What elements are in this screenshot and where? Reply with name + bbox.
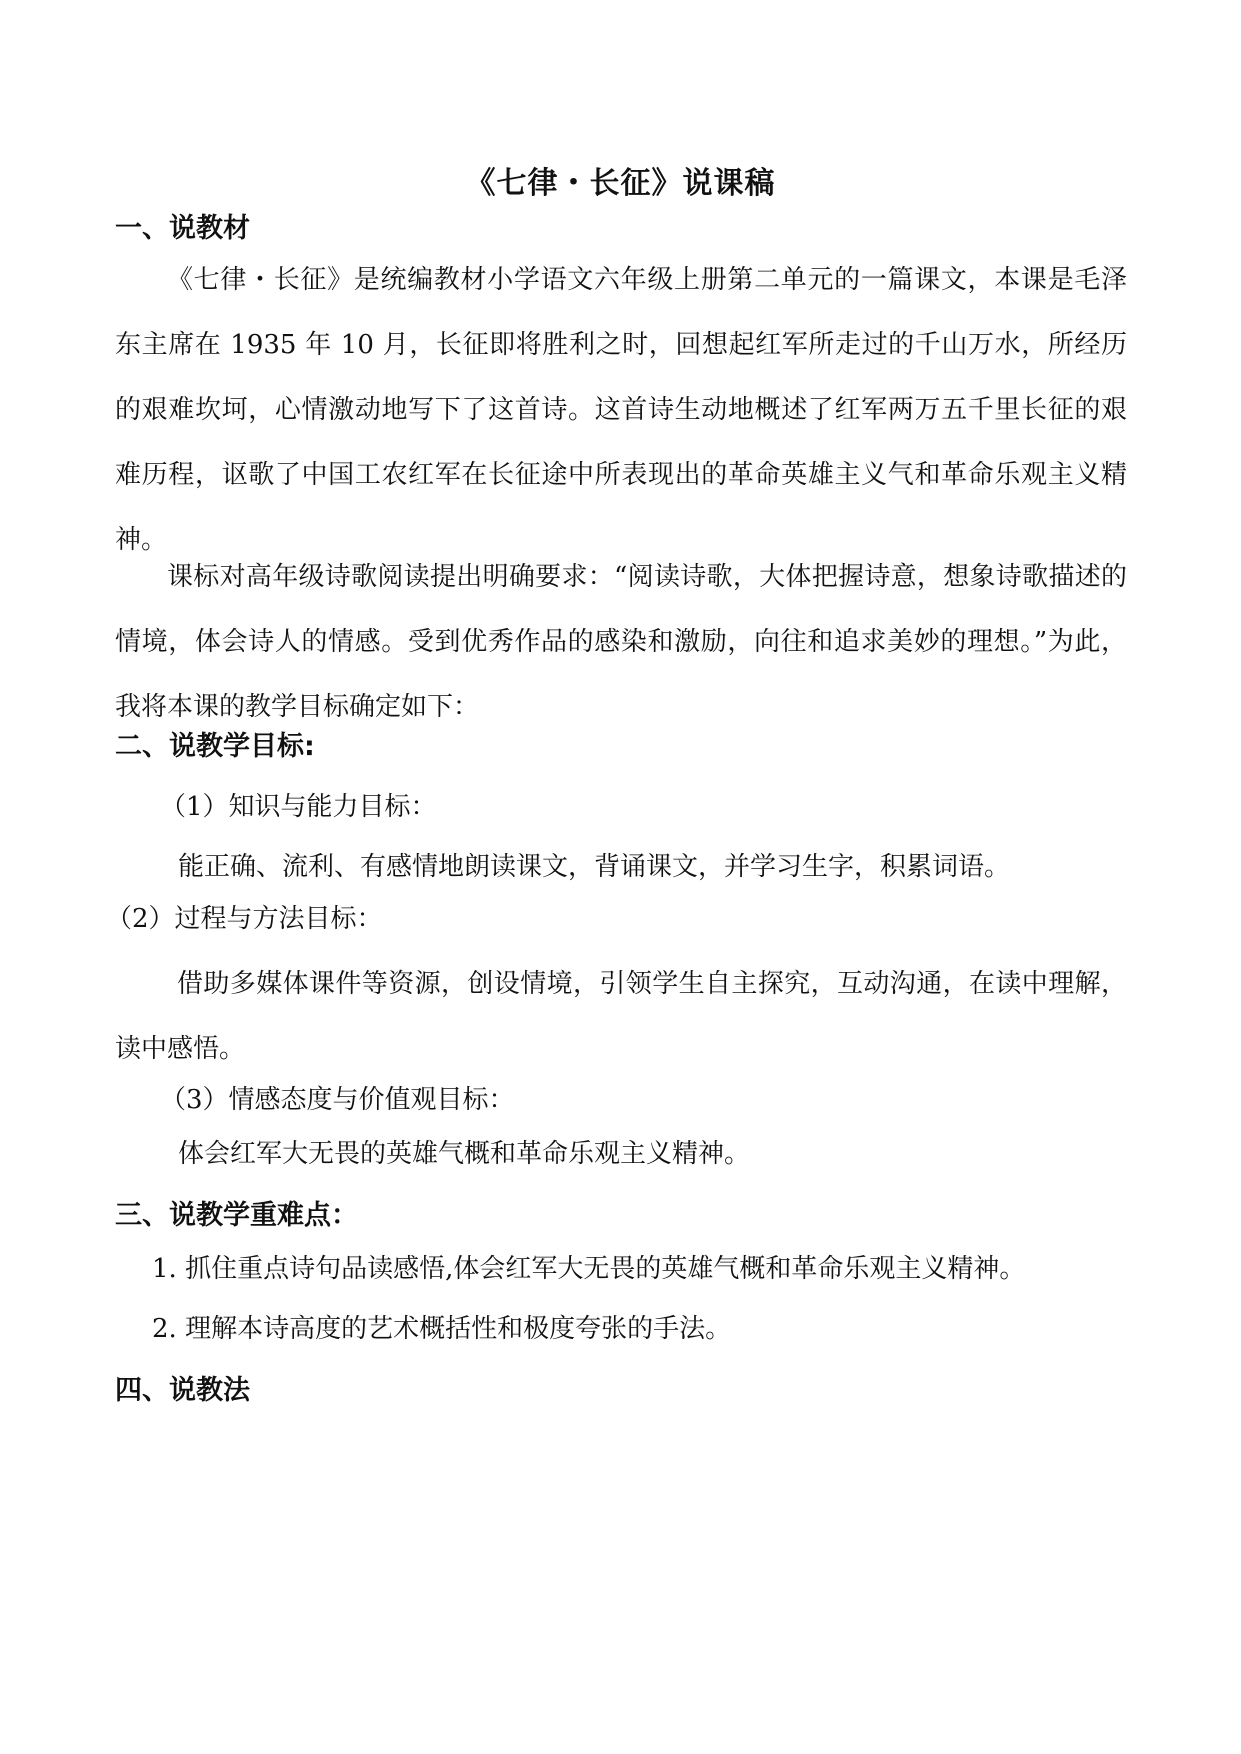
- goal-process-text: 借助多媒体课件等资源，创设情境，引领学生自主探究，互动沟通，在读中理解，读中感悟。: [115, 969, 1127, 1064]
- section-heading-methods: 四、说教法: [115, 1375, 250, 1406]
- section-heading-key-points: 三、说教学重难点：: [115, 1200, 358, 1231]
- key-point-1: 1. 抓住重点诗句品读感悟,体会红军大无畏的英雄气概和革命乐观主义精神。: [152, 1254, 1026, 1284]
- section-heading-goals: 二、说教学目标:: [115, 731, 315, 762]
- goal-emotion-label: （3）情感态度与价值观目标：: [160, 1085, 515, 1115]
- paragraph-textbook-intro: 《七律・长征》是统编教材小学语文六年级上册第二单元的一篇课文，本课是毛泽东主席在 1935 年 10 月，长征即将胜利之时，回想起红军所走过的千山万水，所经历的艰难坎坷，心情激动地写下了这首诗。这首诗生动地概述了红军两万五千里长征的艰难历程，讴歌了中国工农红军在长征途中所表现出的革命英雄主义气和革命乐观主义精神。: [115, 265, 1127, 555]
- goal-knowledge-text: 能正确、流利、有感情地朗读课文，背诵课文，并学习生字，积累词语。: [178, 852, 1011, 882]
- paragraph-curriculum-standard: 课标对高年级诗歌阅读提出明确要求：“阅读诗歌，大体把握诗意，想象诗歌描述的情境，体会诗人的情感。受到优秀作品的感染和激励，向往和追求美妙的理想。”为此，我将本课的教学目标确定如下：: [115, 562, 1127, 722]
- key-point-2: 2. 理解本诗高度的艺术概括性和极度夸张的手法。: [152, 1314, 732, 1344]
- goal-emotion-text: 体会红军大无畏的英雄气概和革命乐观主义精神。: [178, 1139, 751, 1169]
- goal-process-label: （2）过程与方法目标：: [106, 904, 383, 934]
- goal-knowledge-label: （1）知识与能力目标：: [160, 792, 437, 822]
- section-heading-textbook: 一、说教材: [115, 213, 250, 244]
- document-title: 《七律・长征》说课稿: [465, 166, 776, 201]
